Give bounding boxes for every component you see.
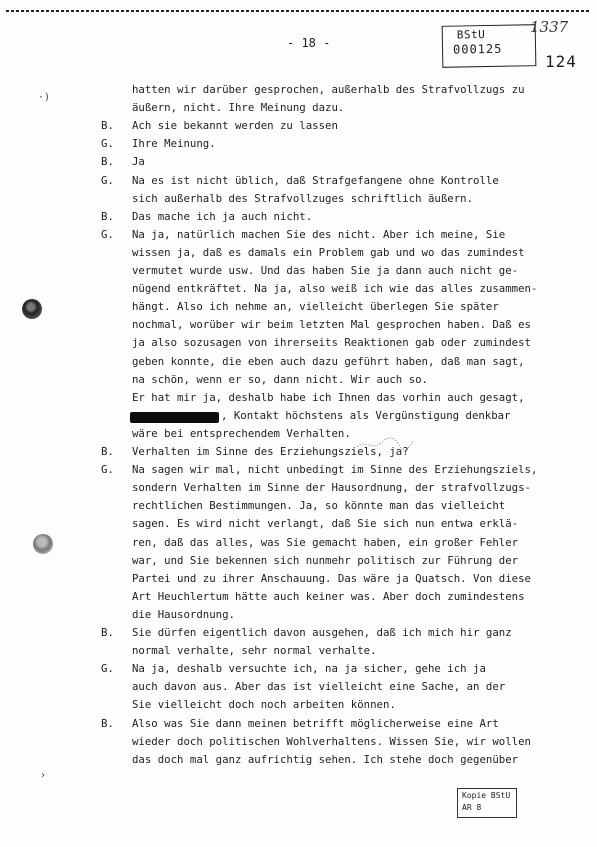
speaker-label: B. (101, 717, 114, 730)
speaker-label: G. (101, 137, 114, 150)
stamp-number: 000125 (452, 41, 503, 57)
copy-stamp-line2: AR 8 (462, 803, 482, 812)
archive-stamp (442, 24, 537, 68)
transcript-line: normal verhalte, sehr normal verhalte. (132, 644, 377, 657)
transcript-line: sondern Verhalten im Sinne der Hausordnung, der strafvollzugs- (132, 481, 531, 494)
transcript-line: Sie dürfen eigentlich davon ausgehen, daß ich mich hir ganz (132, 626, 512, 639)
transcript-line: äußern, nicht. Ihre Meinung dazu. (132, 101, 345, 114)
transcript-line: nügend entkräftet. Na ja, also weiß ich wie das alles zusammen- (132, 282, 538, 295)
speaker-label: G. (101, 174, 114, 187)
speaker-label: B. (101, 626, 114, 639)
transcript-line: geben konnte, die eben auch dazu geführt haben, daß man sagt, (132, 355, 525, 368)
transcript-line: Na ja, natürlich machen Sie des nicht. Aber ich meine, Sie (132, 228, 506, 241)
transcript-line: , Kontakt höchstens als Vergünstigung denkbar (221, 409, 511, 422)
transcript-line: Er hat mir ja, deshalb habe ich Ihnen das vorhin auch gesagt, (132, 391, 525, 404)
handwritten-number: 1337 (530, 18, 569, 36)
margin-mark: ·) (38, 92, 51, 103)
transcript-line: Partei und zu ihrer Anschauung. Das wäre ja Quatsch. Von diese (132, 572, 531, 585)
speaker-label: B. (101, 445, 114, 458)
transcript-line: vermutet wurde usw. Und das haben Sie ja dann auch nicht ge- (132, 264, 519, 277)
transcript-line: Na sagen wir mal, nicht unbedingt im Sinne des Erziehungsziels, (132, 463, 538, 476)
speaker-label: G. (101, 228, 114, 241)
transcript-line: Verhalten im Sinne des Erziehungsziels, ja? (132, 445, 409, 458)
speaker-label: B. (101, 155, 114, 168)
transcript-line: Also was Sie dann meinen betrifft möglicherweise eine Art (132, 717, 499, 730)
transcript-line: hängt. Also ich nehme an, vielleicht überlegen Sie später (132, 300, 499, 313)
top-perforation-edge (6, 10, 590, 12)
transcript-line: ren, daß das alles, was Sie gemacht haben, ein großer Fehler (132, 536, 519, 549)
transcript-line: Ja (132, 155, 145, 168)
transcript-line: wieder doch politischen Wohlverhaltens. Wissen Sie, wir wollen (132, 735, 531, 748)
transcript-line: auch davon aus. Aber das ist vielleicht eine Sache, an der (132, 680, 506, 693)
transcript-line: ja also sozusagen von ihrerseits Reaktionen gab oder zumindest (132, 336, 531, 349)
transcript-line: hatten wir darüber gesprochen, außerhalb des Strafvollzugs zu (132, 83, 525, 96)
transcript-line: Ihre Meinung. (132, 137, 216, 150)
stamp-agency: BStU (456, 28, 486, 42)
speaker-label: G. (101, 662, 114, 675)
copy-stamp (457, 788, 517, 818)
page-number: - 18 - (287, 36, 331, 50)
transcript-line: sagen. Es wird nicht verlangt, daß Sie sich nun entwa erklä- (132, 517, 519, 530)
redaction-bar (130, 412, 219, 423)
transcript-line: die Hausordnung. (132, 608, 235, 621)
transcript-line: das doch mal ganz aufrichtig sehen. Ich stehe doch gegenüber (132, 753, 519, 766)
transcript-line: Art Heuchlertum hätte auch keiner was. Aber doch zumindestens (132, 590, 525, 603)
punch-hole-icon (33, 534, 53, 554)
transcript-line: Na es ist nicht üblich, daß Strafgefangene ohne Kontrolle (132, 174, 499, 187)
transcript-line: Sie vielleicht doch noch arbeiten können. (132, 698, 396, 711)
transcript-line: Ach sie bekannt werden zu lassen (132, 119, 338, 132)
transcript-line: Na ja, deshalb versuchte ich, na ja sicher, gehe ich ja (132, 662, 486, 675)
transcript-line: na schön, wenn er so, dann nicht. Wir auch so. (132, 373, 428, 386)
transcript-line: Das mache ich ja auch nicht. (132, 210, 313, 223)
transcript-line: sich außerhalb des Strafvollzuges schriftlich äußern. (132, 192, 474, 205)
speaker-label: G. (101, 463, 114, 476)
punch-hole-icon (22, 299, 42, 319)
transcript-line: war, und Sie bekennen sich nunmehr politisch zur Führung der (132, 554, 519, 567)
transcript-line: nochmal, worüber wir beim letzten Mal gesprochen haben. Daß es (132, 318, 531, 331)
speaker-label: B. (101, 210, 114, 223)
folio-number: 124 (545, 52, 577, 71)
transcript-line: rechtlichen Bestimmungen. Ja, so könnte man das vielleicht (132, 499, 506, 512)
pencil-scribble-icon (355, 435, 415, 453)
copy-stamp-line1: Kopie BStU (462, 791, 511, 800)
transcript-line: wissen ja, daß es damals ein Problem gab und wo das zumindest (132, 246, 525, 259)
speaker-label: B. (101, 119, 114, 132)
transcript-line: wäre bei entsprechendem Verhalten. (132, 427, 351, 440)
margin-mark: › (40, 770, 47, 781)
